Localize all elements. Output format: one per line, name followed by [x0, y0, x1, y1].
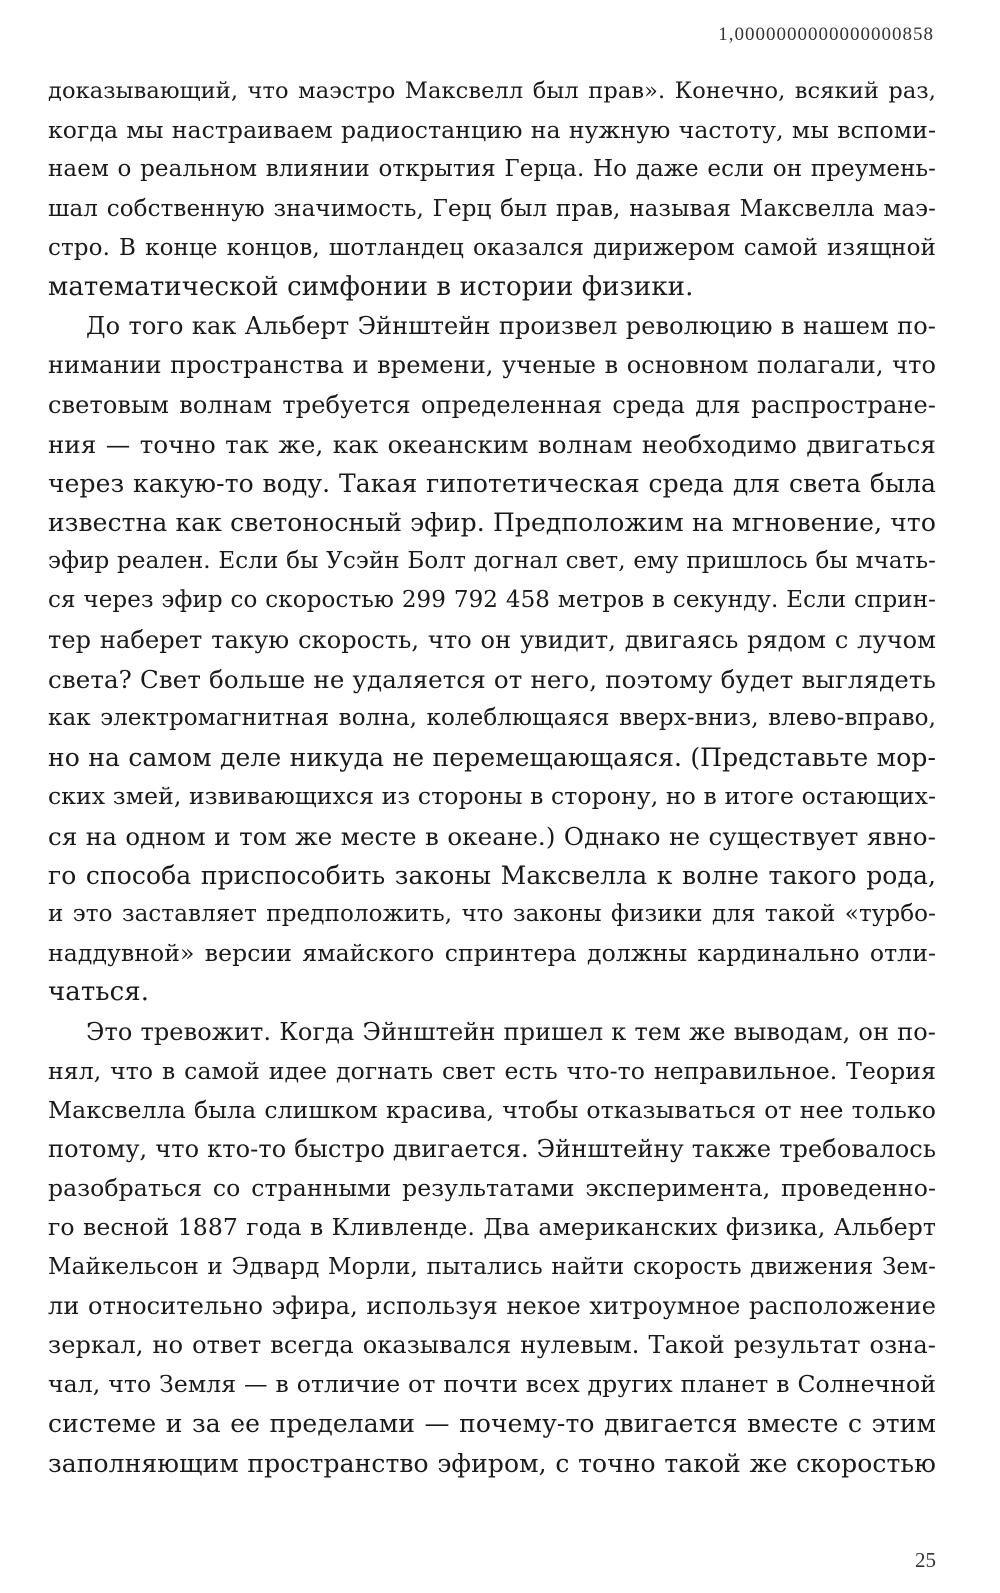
- text-line: световым волнам требуется определенная среда для распростране-: [48, 390, 936, 419]
- text-line: через какую-то воду. Такая гипотетическая среда для света была: [48, 468, 936, 498]
- text-line: До того как Альберт Эйнштейн произвел революцию в нашем по-: [86, 312, 936, 341]
- text-line: разобраться со странными результатами эксперимента, проведенно-: [48, 1174, 936, 1203]
- text-line: чаться.: [48, 977, 150, 1008]
- text-line: тер наберет такую скорость, что он увидит, двигаясь рядом с лучом: [48, 625, 936, 654]
- text-line: когда мы настраиваем радиостанцию на нужную частоту, мы вспоми-: [48, 116, 936, 145]
- text-line: ли относительно эфира, используя некое хитроумное расположение: [48, 1291, 936, 1320]
- running-header: 1,0000000000000000858: [718, 24, 934, 45]
- paragraph-2: [48, 307, 936, 1012]
- text-line: света? Свет больше не удаляется от него, поэтому будет выглядеть: [48, 664, 936, 694]
- text-line: ся через эфир со скоростью 299 792 458 метров в секунду. Если сприн-: [48, 587, 936, 614]
- paragraph-3: [48, 1013, 936, 1483]
- text-line: математической симфонии в истории физики.: [48, 271, 694, 302]
- text-line: Это тревожит. Когда Эйнштейн пришел к тем же выводам, он по-: [86, 1017, 936, 1046]
- text-line: заполняющим пространство эфиром, с точно такой же скоростью: [48, 1448, 936, 1478]
- text-line: ния — точно так же, как океанским волнам необходимо двигаться: [48, 429, 936, 459]
- text-line: системе и за ее пределами — почему-то двигается вместе с этим: [48, 1409, 936, 1439]
- text-line: но на самом деле никуда не перемещающаяся. (Представьте мор-: [48, 743, 936, 773]
- text-line: наддувной» версии ямайского спринтера должны кардинально отли-: [48, 939, 936, 968]
- page-number: 25: [915, 1548, 936, 1572]
- text-line: эфир реален. Если бы Усэйн Болт догнал свет, ему пришлось бы мчать-: [48, 548, 936, 575]
- text-line: го весной 1887 года в Кливленде. Два американских физика, Альберт: [48, 1213, 936, 1242]
- text-line: чал, что Земля — в отличие от почти всех других планет в Солнечной: [48, 1370, 936, 1399]
- text-line: стро. В конце концов, шотландец оказался дирижером самой изящной: [48, 234, 936, 261]
- paragraph-1: [48, 72, 936, 307]
- text-line: доказывающий, что маэстро Максвелл был прав». Конечно, всякий раз,: [48, 78, 936, 104]
- text-line: и это заставляет предположить, что законы физики для такой «турбо-: [48, 900, 936, 927]
- text-line: нимании пространства и времени, ученые в основном полагали, что: [48, 351, 936, 380]
- text-line: Майкельсон и Эдвард Морли, пытались найти скорость движения Зем-: [48, 1253, 936, 1280]
- text-line: наем о реальном влиянии открытия Герца. Но даже если он преумень-: [48, 156, 936, 183]
- text-line: ся на одном и том же месте в океане.) Однако не существует явно-: [48, 821, 936, 851]
- body-text: [48, 72, 936, 1483]
- text-line: зеркал, но ответ всегда оказывался нулевым. Такой результат озна-: [48, 1331, 936, 1359]
- text-line: го способа приспособить законы Максвелла к волне такого рода,: [48, 860, 936, 890]
- text-line: шал собственную значимость, Герц был прав, называя Максвелла маэ-: [48, 195, 936, 222]
- text-line: нял, что в самой идее догнать свет есть что-то неправильное. Теория: [48, 1056, 936, 1085]
- text-line: потому, что кто-то быстро двигается. Эйнштейну также требовалось: [48, 1135, 936, 1164]
- text-line: ских змей, извивающихся из стороны в сторону, но в итоге остающих-: [48, 782, 936, 811]
- text-line: как электромагнитная волна, колеблющаяся вверх-вниз, влево-вправо,: [48, 705, 936, 731]
- text-line: Максвелла была слишком красива, чтобы отказываться от нее только: [48, 1095, 936, 1124]
- text-line: известна как светоносный эфир. Предположим на мгновение, что: [48, 508, 936, 538]
